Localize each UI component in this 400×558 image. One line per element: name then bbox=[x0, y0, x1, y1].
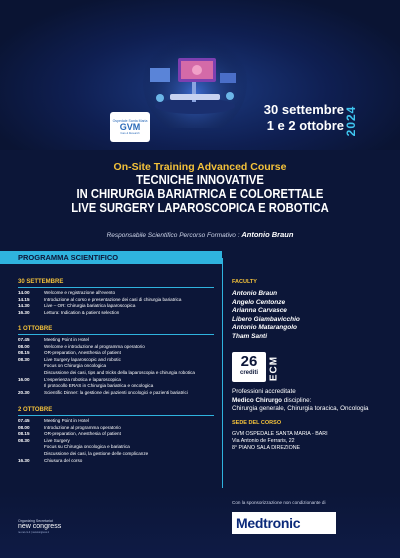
faculty-name: Tham Santi bbox=[232, 332, 268, 340]
day-title: 30 SETTEMBRE bbox=[18, 279, 64, 285]
ecm-vertical bbox=[268, 352, 280, 382]
responsabile-scientifico bbox=[0, 230, 400, 239]
course-title bbox=[38, 173, 362, 215]
row-desc: Live – OR: Chirurgia bariatrica laparoscopica bbox=[44, 303, 136, 309]
row-time: 20.30 bbox=[18, 389, 30, 395]
faculty-name: Arianna Carvasce bbox=[232, 307, 287, 315]
gvm-logo bbox=[110, 112, 150, 142]
schedule-row bbox=[18, 444, 214, 451]
row-desc: Meeting Point in Hotel bbox=[44, 337, 89, 342]
row-time: 08.15 bbox=[18, 431, 30, 437]
row-time: 14.30 bbox=[18, 303, 30, 309]
row-time bbox=[18, 444, 44, 451]
row-time: 08.30 bbox=[18, 356, 30, 362]
organizer-caption: Organizing Secretariat bbox=[18, 519, 53, 523]
row-desc: Discussione dei casi, tips and tricks della laparoscopia e chirurgia robotica bbox=[44, 369, 195, 375]
row-time: 14.15 bbox=[18, 296, 30, 302]
logo-tagline: Care & Research bbox=[120, 132, 140, 135]
schedule-row bbox=[18, 290, 214, 297]
schedule-row bbox=[18, 297, 214, 304]
sede-line: 8° PIANO SALA DIREZIONE bbox=[232, 445, 301, 452]
faculty-name: Libero Giambavicchio bbox=[232, 315, 300, 323]
row-time: 08.00 bbox=[18, 424, 30, 430]
row-desc: Welcome e registrazione all'evento bbox=[44, 290, 116, 295]
faculty-name: Antonio Braun bbox=[232, 290, 278, 297]
professione-medico: Medico Chirurgo bbox=[232, 396, 283, 404]
faculty-heading: FACULTY bbox=[232, 279, 257, 285]
day-section-3 bbox=[18, 407, 214, 464]
schedule-row bbox=[18, 418, 214, 425]
day-title: 1 OTTOBRE bbox=[18, 326, 53, 332]
professioni-discipline: discipline: bbox=[282, 396, 312, 404]
row-desc: Focus on Chirurgia oncologica bbox=[44, 363, 107, 369]
row-desc: Live Surgery laparoscopic and robotic bbox=[44, 356, 121, 362]
title-line-1: TECNICHE INNOVATIVE bbox=[136, 173, 264, 187]
day-section-1 bbox=[18, 279, 214, 316]
schedule-row bbox=[18, 303, 214, 310]
row-time: 08.30 bbox=[18, 437, 30, 443]
row-time: 16.30 bbox=[18, 457, 30, 463]
medtronic-logo bbox=[232, 512, 336, 534]
logo-brand: GVM bbox=[119, 122, 141, 132]
day-divider bbox=[18, 415, 214, 416]
column-divider bbox=[222, 258, 223, 488]
schedule-row bbox=[18, 357, 214, 364]
schedule-row bbox=[18, 370, 214, 377]
logo-hospital-name: Ospedale Santa Maria bbox=[112, 119, 148, 123]
row-desc: L'esperienza robotica e laparoscopica bbox=[44, 376, 121, 382]
day-title: 2 OTTOBRE bbox=[18, 407, 53, 413]
faculty-name: Antonio Matarangolo bbox=[232, 324, 297, 332]
schedule-row bbox=[18, 390, 214, 397]
row-time: 07.45 bbox=[18, 418, 30, 423]
row-time: 08.15 bbox=[18, 350, 30, 356]
sede-heading: SEDE DEL CORSO bbox=[232, 420, 282, 426]
row-desc: OR-preparation, Anesthesia of patient bbox=[44, 350, 121, 356]
schedule-row bbox=[18, 451, 214, 458]
event-dates bbox=[250, 102, 344, 134]
title-line-3: LIVE SURGERY LAPAROSCOPICA E ROBOTICA bbox=[71, 201, 329, 215]
row-desc: Introduzione al programma operatorio bbox=[44, 424, 121, 430]
responsabile-name: Antonio Braun bbox=[241, 230, 294, 239]
row-desc: Focus su Chirurgia oncologica e bariatrica bbox=[44, 444, 130, 450]
ecm-credits-badge bbox=[232, 352, 266, 382]
programma-label: PROGRAMMA SCIENTIFICO bbox=[18, 253, 119, 262]
organizer-sub: ne.net.co.it | newcongress.it bbox=[18, 531, 49, 534]
schedule-row bbox=[18, 337, 214, 344]
professioni-line-1: Professioni accreditate bbox=[232, 388, 296, 395]
ecm-label: ECM bbox=[268, 355, 280, 382]
row-desc: Introduzione al corso e presentazione dei casi di chirurgia bariatrica bbox=[44, 296, 182, 302]
schedule-row bbox=[18, 438, 214, 445]
date-line-1: 30 settembre bbox=[263, 102, 344, 117]
row-time: 07.45 bbox=[18, 337, 30, 342]
row-desc: Discussione dei casi, la gestione delle complicanze bbox=[44, 450, 149, 456]
schedule-row bbox=[18, 431, 214, 438]
course-kicker: On-Site Training Advanced Course bbox=[113, 161, 287, 173]
day-section-2 bbox=[18, 326, 214, 396]
programma-header bbox=[0, 251, 222, 264]
row-desc: Chiusura del corso bbox=[44, 457, 83, 463]
date-line-2: 1 e 2 ottobre bbox=[266, 118, 344, 133]
faculty-name: Angelo Centonze bbox=[232, 298, 286, 306]
credits-number: 26 bbox=[240, 353, 258, 370]
day-divider bbox=[18, 334, 214, 335]
schedule-row bbox=[18, 458, 214, 465]
professioni-accreditate bbox=[232, 388, 392, 414]
event-year bbox=[343, 99, 357, 143]
row-desc: Scientific Dinner: la gestione dei pazienti oncologici e pazienti bariatrici bbox=[44, 389, 188, 395]
organizer-brand: new congress bbox=[18, 523, 62, 530]
row-desc: Welcome e introduzione al programma operatorio bbox=[44, 343, 145, 349]
row-time bbox=[18, 363, 44, 370]
row-time: 16.30 bbox=[18, 309, 30, 315]
schedule-row bbox=[18, 310, 214, 317]
title-line-2: IN CHIRURGIA BARIATRICA E COLORETTALE bbox=[76, 187, 324, 201]
schedule-row bbox=[18, 425, 214, 432]
responsabile-label: Responsabile Scientifico Percorso Formativo : bbox=[106, 232, 240, 239]
year-text: 2024 bbox=[344, 105, 358, 137]
schedule-row bbox=[18, 363, 214, 370]
schedule-row bbox=[18, 377, 214, 384]
professioni-line-3: Chirurgia generale, Chirurgia toracica, Oncologia bbox=[232, 405, 369, 413]
schedule-row bbox=[18, 350, 214, 357]
sede-line: GVM OSPEDALE SANTA MARIA - BARI bbox=[232, 431, 328, 437]
sede-line: Via Antonio de Ferraris, 22 bbox=[232, 438, 295, 445]
schedule-row bbox=[18, 383, 214, 390]
row-time bbox=[18, 383, 44, 390]
professioni-line-2 bbox=[232, 397, 392, 406]
row-time bbox=[18, 370, 44, 377]
new-congress-logo bbox=[18, 519, 98, 534]
medtronic-wordmark: Medtronic bbox=[236, 515, 301, 531]
row-desc: OR-preparation, Anesthesia of patient bbox=[44, 431, 121, 437]
row-desc: Il protocollo ERAS in Chirurgia bariatrica e oncologica bbox=[44, 383, 154, 389]
row-desc: Meeting Point in Hotel bbox=[44, 418, 89, 423]
row-time: 08.00 bbox=[18, 343, 30, 349]
sede-address bbox=[232, 431, 392, 453]
day-divider bbox=[18, 287, 214, 288]
sponsor-caption: Con la sponsorizzazione non condizionante di bbox=[232, 500, 326, 505]
faculty-list bbox=[232, 290, 300, 342]
credits-label: crediti bbox=[239, 370, 258, 376]
schedule-row bbox=[18, 344, 214, 351]
row-time: 14.00 bbox=[18, 290, 30, 295]
row-desc: Lettura: Indication & patient selection bbox=[44, 309, 120, 315]
row-time: 16.00 bbox=[18, 376, 30, 382]
row-time bbox=[18, 451, 44, 458]
row-desc: Live Surgery bbox=[44, 437, 70, 443]
